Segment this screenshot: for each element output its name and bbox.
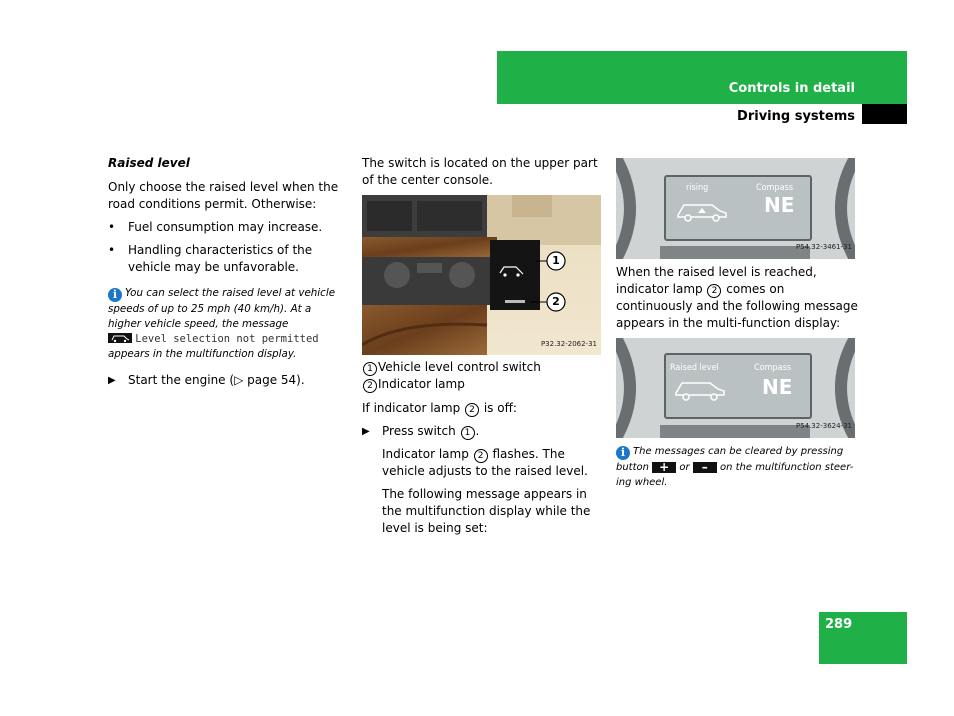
minus-button-icon: – — [693, 462, 717, 473]
step-arrow-icon: ▶ — [108, 375, 116, 386]
display-photo-rising — [616, 158, 855, 259]
intro-text: Only choose the raised level when the road conditions permit. Otherwise: — [108, 180, 339, 211]
callout-1: 1 — [552, 254, 560, 267]
compass-heading: NE — [764, 193, 795, 217]
step-arrow-icon: ▶ — [362, 426, 370, 437]
console-photo — [362, 195, 601, 355]
step-press-switch: ▶ Press switch 1 . — [362, 424, 480, 438]
result-text-1: Indicator lamp 2 flashes. The vehicle adjusts to the raised level. — [382, 447, 588, 478]
page-reference-link[interactable]: ▷ page 54 — [234, 373, 297, 387]
middle-column — [362, 155, 602, 195]
page-number: 289 — [825, 617, 853, 632]
page-number-box — [819, 612, 907, 664]
result-text-2: The following message appears in the multifunction display while the level is being set: — [382, 487, 591, 535]
photo-code: P32.32-2062-31 — [540, 340, 597, 348]
bullet-item: • Fuel consumption may increase. — [108, 219, 346, 236]
vehicle-raised-icon — [672, 377, 730, 403]
raised-level-reached-text: When the raised level is reached, indicator lamp 2 comes on continuously and the following message appears in the multi-function display: — [616, 265, 858, 330]
display-right-label: Compass — [756, 183, 794, 193]
bullet-item: • Handling characteristics of the vehicle may be unfavorable. — [108, 242, 346, 276]
compass-heading: NE — [762, 375, 793, 399]
info-note — [108, 286, 346, 362]
right-column-text — [616, 264, 858, 338]
display-photo-raised — [616, 338, 855, 438]
plus-button-icon: + — [652, 462, 676, 473]
left-column — [108, 155, 346, 395]
note-text: You can select the raised level at vehicle speeds of up to 25 mph (40 km/h). At a higher vehicle speed, the message — [108, 287, 336, 330]
photo-code: P54.32-3624-31 — [795, 422, 852, 430]
multifunction-display — [664, 175, 812, 241]
heading-raised-level: Raised level — [108, 156, 190, 170]
section-title: Controls in detail — [728, 81, 855, 96]
header-tab-marker — [862, 104, 907, 124]
display-left-label: rising — [686, 183, 709, 193]
note-suffix: appears in the multifunction display. — [108, 348, 297, 360]
vehicle-rising-icon — [674, 197, 732, 223]
legend-item: 2 Indicator lamp — [362, 376, 602, 393]
info-icon: i — [616, 446, 630, 460]
middle-column-lower — [362, 359, 602, 543]
multifunction-display — [664, 353, 812, 419]
display-right-label: Compass — [754, 363, 792, 373]
subsection-title: Driving systems — [737, 109, 855, 124]
photo-code: P54.32-3461-31 — [795, 243, 852, 251]
note-message: Level selection not permitted — [135, 333, 319, 345]
display-left-label: Raised level — [670, 363, 719, 373]
info-note-clear: i The messages can be cleared by pressing button + or – on the multifunction steer-ing wheel. — [616, 446, 854, 488]
condition-text: If indicator lamp 2 is off: — [362, 401, 517, 415]
step-start-engine: ▶ Start the engine (▷ page 54). — [108, 373, 305, 387]
switch-location-text: The switch is located on the upper part of the center console. — [362, 156, 598, 187]
info-icon: i — [108, 288, 122, 302]
legend-item: 1 Vehicle level control switch — [362, 359, 602, 376]
callout-2: 2 — [552, 295, 560, 308]
car-symbol-icon — [108, 333, 132, 343]
